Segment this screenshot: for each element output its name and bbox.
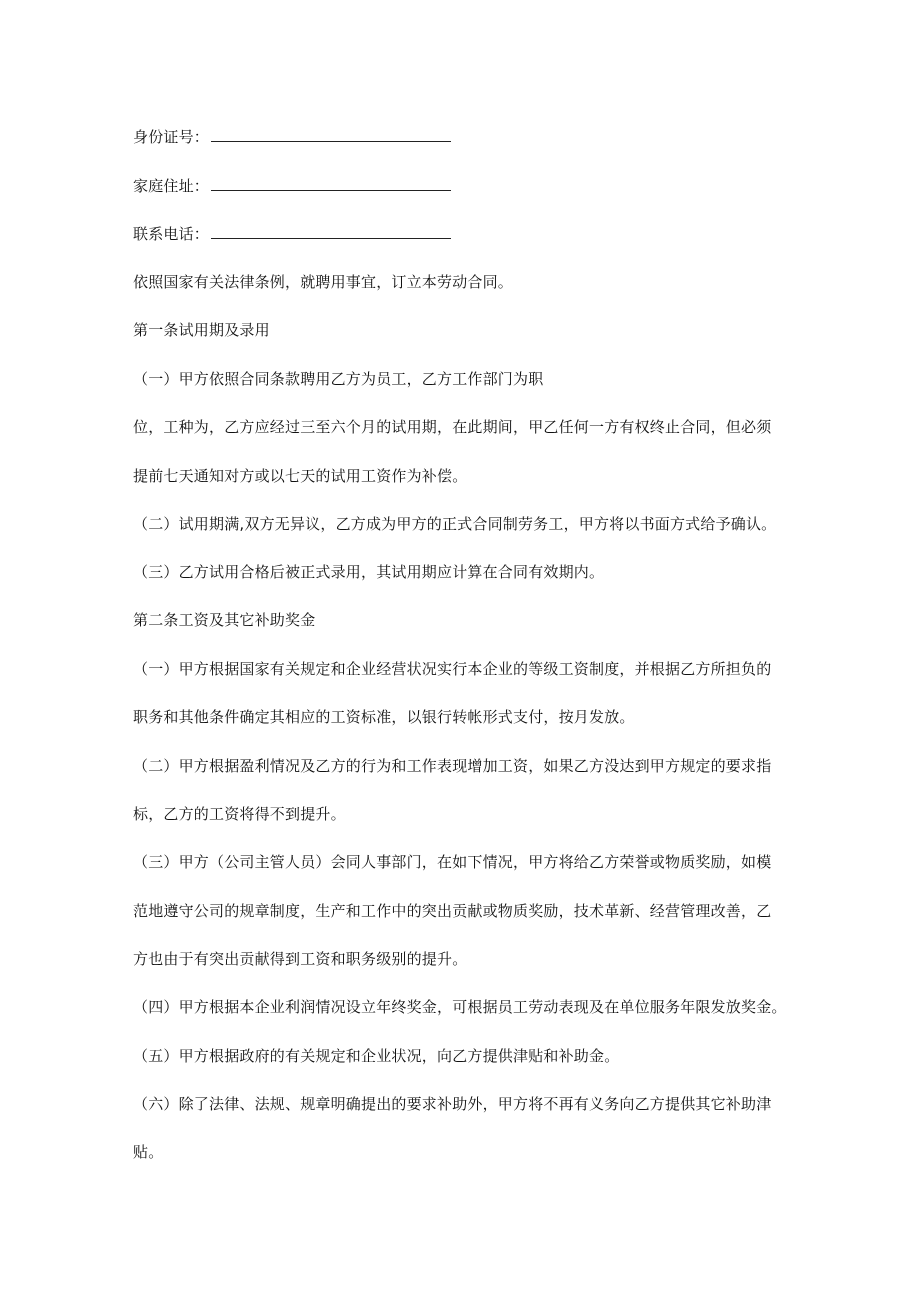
id-number-blank bbox=[211, 127, 451, 142]
home-address-label: 家庭住址： bbox=[133, 177, 210, 195]
id-number-label: 身份证号： bbox=[133, 128, 210, 146]
article-1-clause-1-line-2: 位，工种为，乙方应经过三至六个月的试用期，在此期间，甲乙任何一方有权终止合同，但必须 bbox=[133, 418, 772, 436]
id-number-field bbox=[133, 127, 451, 147]
article-1-title: 第一条试用期及录用 bbox=[133, 321, 270, 339]
home-address-blank bbox=[211, 176, 451, 191]
article-2-clause-3-line-1: （三）甲方（公司主管人员）会同人事部门，在如下情况，甲方将给乙方荣誉或物质奖励，如模 bbox=[133, 853, 772, 871]
phone-blank bbox=[211, 224, 451, 239]
article-2-clause-4: （四）甲方根据本企业利润情况设立年终奖金，可根据员工劳动表现及在单位服务年限发放奖金。 bbox=[133, 998, 787, 1016]
article-2-clause-2-line-1: （二）甲方根据盈利情况及乙方的行为和工作表现增加工资，如果乙方没达到甲方规定的要求指 bbox=[133, 757, 772, 775]
phone-field bbox=[133, 224, 451, 244]
article-2-clause-6-line-2: 贴。 bbox=[133, 1143, 164, 1161]
article-2-clause-5: （五）甲方根据政府的有关规定和企业状况，向乙方提供津贴和补助金。 bbox=[133, 1047, 620, 1065]
intro-paragraph: 依照国家有关法律条例，就聘用事宜，订立本劳动合同。 bbox=[133, 273, 514, 291]
article-2-clause-2-line-2: 标，乙方的工资将得不到提升。 bbox=[133, 805, 346, 823]
phone-label: 联系电话： bbox=[133, 225, 210, 243]
article-2-clause-3-line-2: 范地遵守公司的规章制度，生产和工作中的突出贡献或物质奖励，技术革新、经营管理改善，乙 bbox=[133, 902, 772, 920]
article-1-clause-2: （二）试用期满,双方无异议，乙方成为甲方的正式合同制劳务工，甲方将以书面方式给予确认。 bbox=[133, 515, 777, 533]
article-2-clause-1-line-2: 职务和其他条件确定其相应的工资标准，以银行转帐形式支付，按月发放。 bbox=[133, 708, 635, 726]
article-2-clause-6-line-1: （六）除了法律、法规、规章明确提出的要求补助外，甲方将不再有义务向乙方提供其它补助津 bbox=[133, 1095, 772, 1113]
article-2-clause-1-line-1: （一）甲方根据国家有关规定和企业经营状况实行本企业的等级工资制度，并根据乙方所担负的 bbox=[133, 660, 772, 678]
article-1-clause-3: （三）乙方试用合格后被正式录用，其试用期应计算在合同有效期内。 bbox=[133, 563, 605, 581]
article-2-clause-3-line-3: 方也由于有突出贡献得到工资和职务级别的提升。 bbox=[133, 950, 468, 968]
home-address-field bbox=[133, 176, 451, 196]
article-2-title: 第二条工资及其它补助奖金 bbox=[133, 611, 316, 629]
article-1-clause-1-line-1: （一）甲方依照合同条款聘用乙方为员工，乙方工作部门为职 bbox=[133, 370, 544, 388]
article-1-clause-1-line-3: 提前七天通知对方或以七天的试用工资作为补偿。 bbox=[133, 467, 468, 485]
